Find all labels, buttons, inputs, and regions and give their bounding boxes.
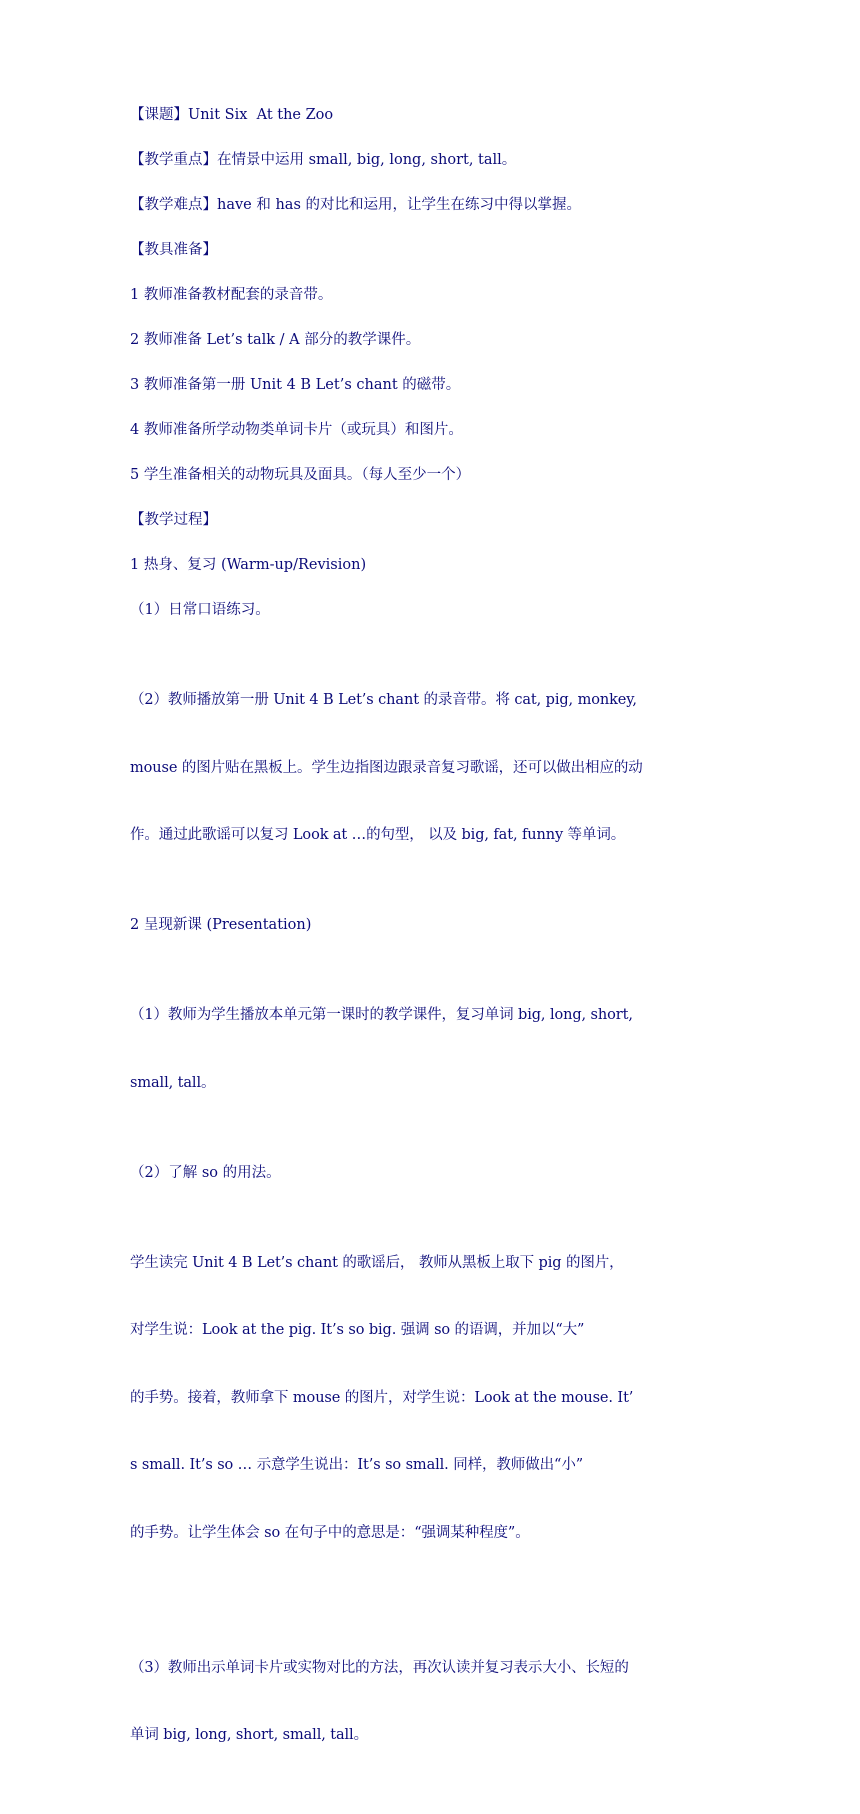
materials-item: 5 学生准备相关的动物玩具及面具。（每人至少一个）: [130, 467, 471, 483]
step2-item2: （2）了解 so 的用法。: [130, 1164, 281, 1181]
key-points-line: 【教学重点】在情景中运用 small, big, long, short, tall。: [130, 152, 517, 168]
step2-paragraph: [130, 1207, 730, 1590]
text-line: （3）教师出示单词卡片或实物对比的方法，再次认读并复习表示大小、长短的: [130, 1659, 629, 1676]
step2-item1: [130, 959, 730, 1139]
materials-item: 3 教师准备第一册 Unit 4 B Let’s chant 的磁带。: [130, 377, 461, 393]
step1-title: 1 热身、复习 (Warm-up/Revision): [130, 557, 367, 573]
text-line: 的手势。让学生体会 so 在句子中的意思是：“强调某种程度”。: [130, 1524, 530, 1541]
topic-line: 【课题】Unit Six At the Zoo: [130, 107, 334, 123]
step2-title: 2 呈现新课 (Presentation): [130, 917, 312, 933]
text-line: s small. It’s so … 示意学生说出：It’s so small. 同样，教师做出“小”: [130, 1457, 584, 1473]
text-line: small, tall。: [130, 1074, 216, 1091]
step1-item1: （1）日常口语练习。: [130, 602, 270, 618]
lesson-plan-body: [130, 104, 730, 1814]
text-line: 的手势。接着，教师拿下 mouse 的图片，对学生说：Look at the mouse. It’: [130, 1389, 634, 1406]
text-line: 作。通过此歌谣可以复习 Look at …的句型， 以及 big, fat, funny 等单词。: [130, 827, 626, 843]
step2-item3: [130, 1612, 730, 1792]
materials-item: 2 教师准备 Let’s talk / A 部分的教学课件。: [130, 332, 421, 348]
process-heading: 【教学过程】: [130, 512, 217, 528]
materials-item: 1 教师准备教材配套的录音带。: [130, 287, 333, 303]
text-line: 对学生说：Look at the pig. It’s so big. 强调 so 的语调，并加以“大”: [130, 1322, 585, 1338]
text-line: 单词 big, long, short, small, tall。: [130, 1727, 368, 1743]
text-line: （2）教师播放第一册 Unit 4 B Let’s chant 的录音带。将 cat, pig, monkey,: [130, 692, 637, 708]
step1-item2: [130, 644, 730, 892]
materials-item: 4 教师准备所学动物类单词卡片（或玩具）和图片。: [130, 422, 463, 438]
difficulties-line: 【教学难点】have 和 has 的对比和运用，让学生在练习中得以掌握。: [130, 197, 582, 213]
text-line: mouse 的图片贴在黑板上。学生边指图边跟录音复习歌谣，还可以做出相应的动: [130, 759, 643, 776]
text-line: （1）教师为学生播放本单元第一课时的教学课件，复习单词 big, long, short,: [130, 1007, 633, 1023]
materials-heading: 【教具准备】: [130, 242, 217, 258]
text-line: 学生读完 Unit 4 B Let’s chant 的歌谣后， 教师从黑板上取下 pig 的图片，: [130, 1254, 624, 1271]
